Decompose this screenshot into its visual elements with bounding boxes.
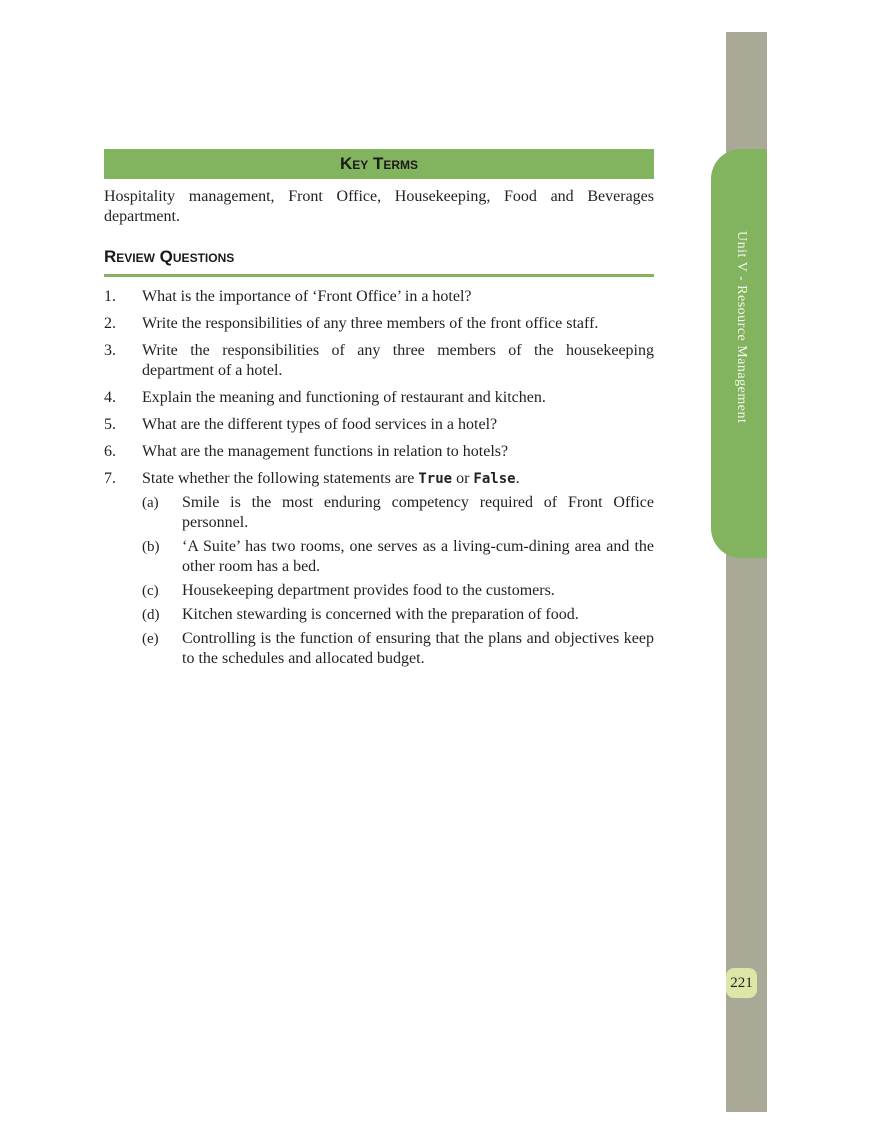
sub-item [142, 537, 654, 577]
question-item [104, 287, 654, 307]
review-questions-list [104, 287, 654, 673]
question-number: 6. [104, 443, 116, 460]
question-text: What is the importance of ‘Front Office’ in a hotel? [142, 288, 472, 305]
page-number: 221 [726, 968, 757, 998]
sub-item [142, 581, 654, 601]
sub-item [142, 605, 654, 625]
sub-item [142, 629, 654, 669]
question-text: Explain the meaning and functioning of restaurant and kitchen. [142, 389, 546, 406]
question-text-post: . [515, 470, 520, 487]
review-questions-heading: Review Questions [104, 247, 654, 277]
unit-tab-label: Unit V - Resource Management [734, 231, 749, 424]
or-word: or [452, 470, 474, 487]
question-number: 7. [104, 470, 116, 487]
question-item [104, 341, 654, 381]
true-word: True [418, 471, 453, 487]
sub-items-list [142, 493, 654, 669]
sub-item-text: Kitchen stewarding is concerned with the preparation of food. [182, 606, 579, 623]
question-number: 4. [104, 389, 116, 406]
sub-item-text: Housekeeping department provides food to the customers. [182, 582, 555, 599]
question-item [104, 469, 654, 489]
question-text: Write the responsibilities of any three members of the front office staff. [142, 315, 599, 332]
question-number: 2. [104, 315, 116, 332]
question-item [104, 314, 654, 334]
question-item [104, 415, 654, 435]
sub-item-letter: (d) [142, 607, 160, 623]
question-text: What are the management functions in relation to hotels? [142, 443, 509, 460]
question-number: 1. [104, 288, 116, 305]
sub-item-letter: (c) [142, 583, 159, 599]
sub-item-letter: (e) [142, 631, 159, 647]
sub-item-text: Controlling is the function of ensuring that the plans and objectives keep to the schedules and allocated budget. [182, 630, 654, 667]
question-text-pre: State whether the following statements are [142, 470, 419, 487]
question-item [104, 442, 654, 462]
key-terms-text: Hospitality management, Front Office, Housekeeping, Food and Beverages department. [104, 188, 654, 225]
question-text [142, 469, 654, 489]
key-terms-heading: Key Terms [104, 149, 654, 179]
false-word: False [473, 471, 516, 487]
sub-item-letter: (b) [142, 539, 160, 555]
sub-item-letter: (a) [142, 495, 159, 511]
question-text: What are the different types of food services in a hotel? [142, 416, 498, 433]
question-item [104, 388, 654, 408]
sub-item-text: ‘A Suite’ has two rooms, one serves as a living-cum-dining area and the other room has a bed. [182, 538, 654, 575]
question-text: Write the responsibilities of any three members of the housekeeping department of a hotel. [142, 342, 654, 379]
sub-item [142, 493, 654, 533]
question-number: 3. [104, 342, 116, 359]
question-number: 5. [104, 416, 116, 433]
sub-item-text: Smile is the most enduring competency required of Front Office personnel. [182, 494, 654, 531]
